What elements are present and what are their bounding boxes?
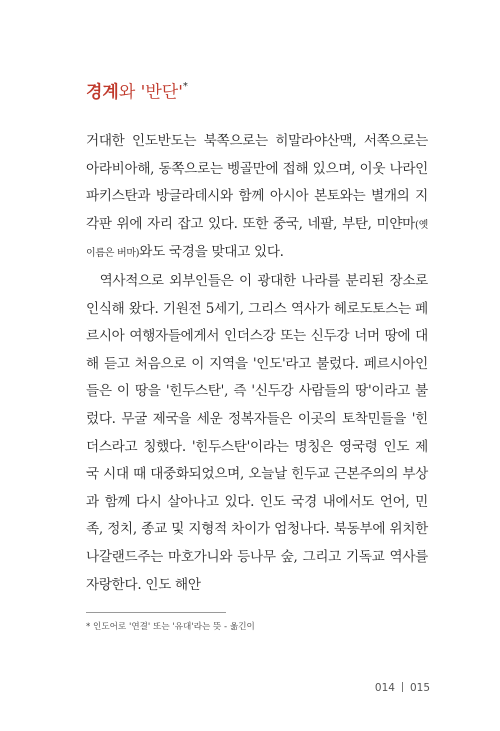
page-number-separator bbox=[402, 682, 403, 692]
footnote-divider bbox=[86, 612, 226, 613]
paragraph-1-tail: 와도 국경을 맞대고 있다. bbox=[139, 244, 284, 261]
paragraph-1-aside: (옛 이름은 버마) bbox=[86, 219, 428, 260]
heading-accent: 경계 bbox=[86, 82, 119, 103]
page-number-right: 015 bbox=[409, 682, 430, 694]
page-number-left: 014 bbox=[374, 682, 395, 694]
section-heading bbox=[86, 78, 188, 104]
paragraph-1 bbox=[86, 128, 428, 268]
paragraph-1-main: 거대한 인도반도는 북쪽으로는 히말라야산맥, 서쪽으로는 아라비아해, 동쪽으로는 벵골만에 접해 있으며, 이웃 나라인 파키스탄과 방글라데시와 함께 아시아 본토와는 별개의 지각판 위에 자리 잡고 있다. 또한 중국, 네팔, 부탄, 미얀마 bbox=[86, 133, 428, 232]
heading-rest: 와 '반단' bbox=[118, 82, 183, 103]
page-numbers bbox=[375, 682, 430, 694]
footnote-mark: * bbox=[182, 81, 188, 92]
footnote: * 인도어로 '연결' 또는 '유대'라는 뜻 - 옮긴이 bbox=[86, 622, 255, 632]
paragraph-2: 역사적으로 외부인들은 이 광대한 나라를 분리된 장소로 인식해 왔다. 기원전 5세기, 그리스 역사가 헤로도토스는 페르시아 여행자들에게서 인더스강 또는 신두강 너머 땅에 대해 듣고 처음으로 이 지역을 '인도'라고 불렀다. 페르시아인들은 이 땅을 '힌두스탄', 즉 '신두강 사람들의 땅'이라고 불렀다. 무굴 제국을 세운 정복자들은 이곳의 토착민들을 '힌더스라고 칭했다. '힌두스탄'이라는 명칭은 영국령 인도 제국 시대 때 대중화되었으며, 오늘날 힌두교 근본주의의 부상과 함께 다시 살아나고 있다. 인도 국경 내에서도 언어, 민족, 정치, 종교 및 지형적 차이가 엄청나다. 북동부에 위치한 나갈랜드주는 마호가니와 등나무 숲, 그리고 기독교 역사를 자랑한다. 인도 해안 bbox=[86, 273, 428, 593]
